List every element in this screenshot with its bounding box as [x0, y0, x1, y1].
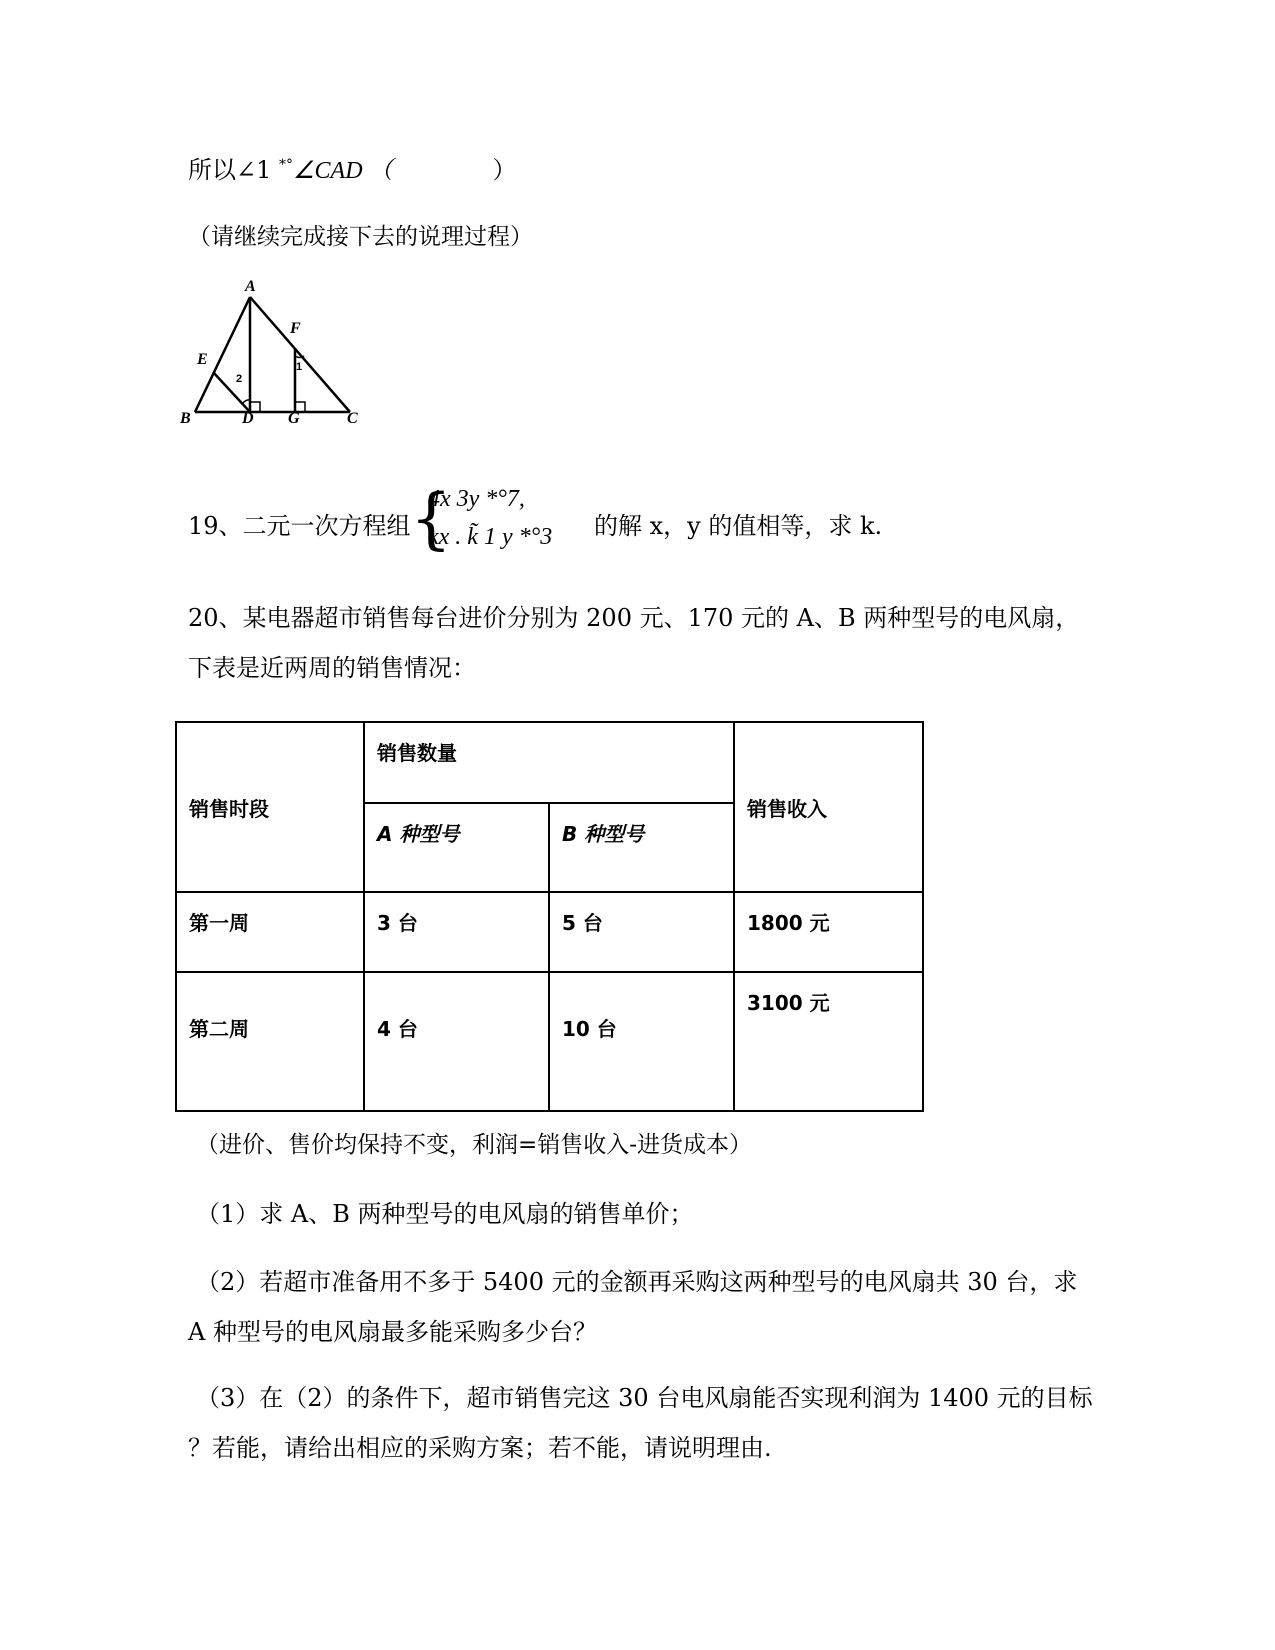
cell-period: 第一周 — [176, 892, 364, 972]
q19-lead: 19、二元一次方程组 — [188, 512, 411, 540]
header-quantity: 销售数量 — [364, 722, 734, 803]
label-g: G — [288, 410, 300, 427]
table-row — [176, 972, 923, 1111]
header-model-b: B 种型号 — [549, 803, 734, 892]
q20-line-1: 20、某电器超市销售每台进价分别为 200 元、170 元的 A、B 两种型号的电风扇， — [188, 604, 1080, 632]
label-c: C — [347, 410, 358, 427]
cell-income: 1800 元 — [734, 892, 923, 972]
q19-equation-2: kx . k̃ 1 y *°3 — [428, 524, 553, 550]
label-f: F — [290, 320, 301, 337]
cell-model-a: 3 台 — [364, 892, 549, 972]
label-a: A — [245, 278, 256, 295]
line-close: ） — [492, 156, 517, 184]
angle-arc-1 — [295, 356, 304, 358]
header-model-a: A 种型号 — [364, 803, 549, 892]
part-3-line-1: （3）在（2）的条件下，超市销售完这 30 台电风扇能否实现利润为 1400 元的目标 — [196, 1384, 1093, 1412]
part-3-line-2: ？若能，请给出相应的采购方案；若不能，请说明理由. — [188, 1434, 772, 1462]
q20-line-2: 下表是近两周的销售情况： — [188, 654, 476, 682]
garbled-mark: *° — [279, 157, 294, 173]
sales-table — [175, 721, 924, 1112]
label-e: E — [197, 351, 208, 368]
table-row — [176, 892, 923, 972]
q19-tail: 的解 x，y 的值相等，求 k. — [594, 512, 883, 540]
label-angle-1: 1 — [296, 361, 303, 373]
cell-model-b: 10 台 — [549, 972, 734, 1111]
q19-equation-1: 4x 3y *°7, — [428, 486, 525, 512]
part-1: （1）求 A、B 两种型号的电风扇的销售单价； — [196, 1200, 694, 1228]
question-19 — [188, 480, 988, 566]
side-ac — [250, 297, 350, 412]
cell-model-a: 4 台 — [364, 972, 549, 1111]
line-prefix: 所以∠1 — [188, 156, 280, 184]
label-d: D — [242, 410, 254, 427]
reasoning-line — [188, 150, 517, 185]
label-angle-2: 2 — [236, 373, 243, 385]
header-period: 销售时段 — [176, 722, 364, 892]
instruction-line: （请继续完成接下去的说理过程） — [188, 224, 533, 250]
line-suffix: ∠CAD （ — [293, 158, 393, 184]
part-2-line-1: （2）若超市准备用不多于 5400 元的金额再采购这两种型号的电风扇共 30 台，求 — [196, 1268, 1078, 1296]
cell-model-b: 5 台 — [549, 892, 734, 972]
segment-ed — [213, 372, 250, 412]
brace-icon: { — [410, 480, 452, 557]
cell-income: 3100 元 — [734, 972, 923, 1111]
header-income: 销售收入 — [734, 722, 923, 892]
table-note: （进价、售价均保持不变，利润=销售收入-进货成本） — [196, 1132, 753, 1158]
cell-period: 第二周 — [176, 972, 364, 1111]
triangle-figure — [180, 278, 385, 452]
label-b: B — [180, 410, 191, 427]
part-2-line-2: A 种型号的电风扇最多能采购多少台？ — [188, 1318, 597, 1346]
